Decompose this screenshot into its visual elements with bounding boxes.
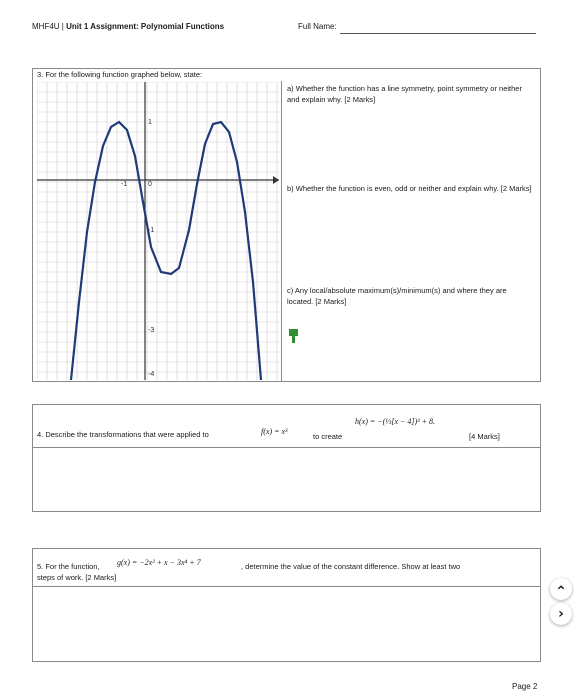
y-tick-1: 1 [148,119,152,126]
chevron-up-icon: ⌃ [555,584,567,600]
q5-prompt-end: , determine the value of the constant difference. Show at least two [241,562,461,571]
question-5-box [32,548,541,662]
q4-h-expression: h(x) = −(⅓[x − 4])³ + 8. [355,417,435,426]
course-code: MHF4U [32,22,60,31]
q4-to-create: to create [313,432,343,441]
question-4-box [32,404,541,512]
document-header [32,22,224,31]
chevron-right-icon: › [558,606,564,622]
q4-prompt: 4. Describe the transformations that were applied to [37,430,209,439]
next-page-button[interactable] [550,603,572,625]
x-tick-0: 0 [148,181,152,188]
header-separator: | [61,22,64,31]
q5-prompt-start: 5. For the function, [37,562,100,571]
unit-title: Unit 1 Assignment: Polynomial Functions [66,22,225,31]
q4-f-expression: f(x) = x³ [261,427,288,436]
full-name-field[interactable] [340,33,536,34]
y-tick-neg4: -4 [148,371,155,378]
scroll-up-button[interactable] [550,578,572,600]
polynomial-graph [37,82,279,380]
page-number: Page 2 [512,682,538,691]
q5-answer-area[interactable] [33,586,540,587]
q3-prompt: 3. For the following function graphed below, state: [37,70,203,79]
x-axis-arrow [273,176,279,184]
q5-prompt-line2: steps of work. [2 Marks] [37,573,117,582]
q3-part-b: b) Whether the function is even, odd or neither and explain why. [2 Marks] [287,184,532,193]
x-tick-neg1: -1 [121,181,128,188]
graph-grid [37,82,279,380]
question-3-box [32,68,541,382]
polynomial-curve [71,122,261,380]
q4-answer-area[interactable] [33,447,540,448]
q4-marks: [4 Marks] [469,432,500,441]
y-tick-neg1: -1 [148,227,155,234]
full-name-label: Full Name: [298,22,337,31]
q5-g-expression: g(x) = −2x² + x − 3x⁴ + 7 [117,558,201,567]
q3-divider [281,81,282,381]
q3-part-c: c) Any local/absolute maximum(s)/minimum(s) and where they are located. [2 Marks] [287,286,507,306]
y-tick-neg3: -3 [148,327,155,334]
q3-part-a: a) Whether the function has a line symmetry, point symmetry or neither and explain why. [2 Marks] [287,84,522,104]
green-marker-icon [289,329,299,343]
